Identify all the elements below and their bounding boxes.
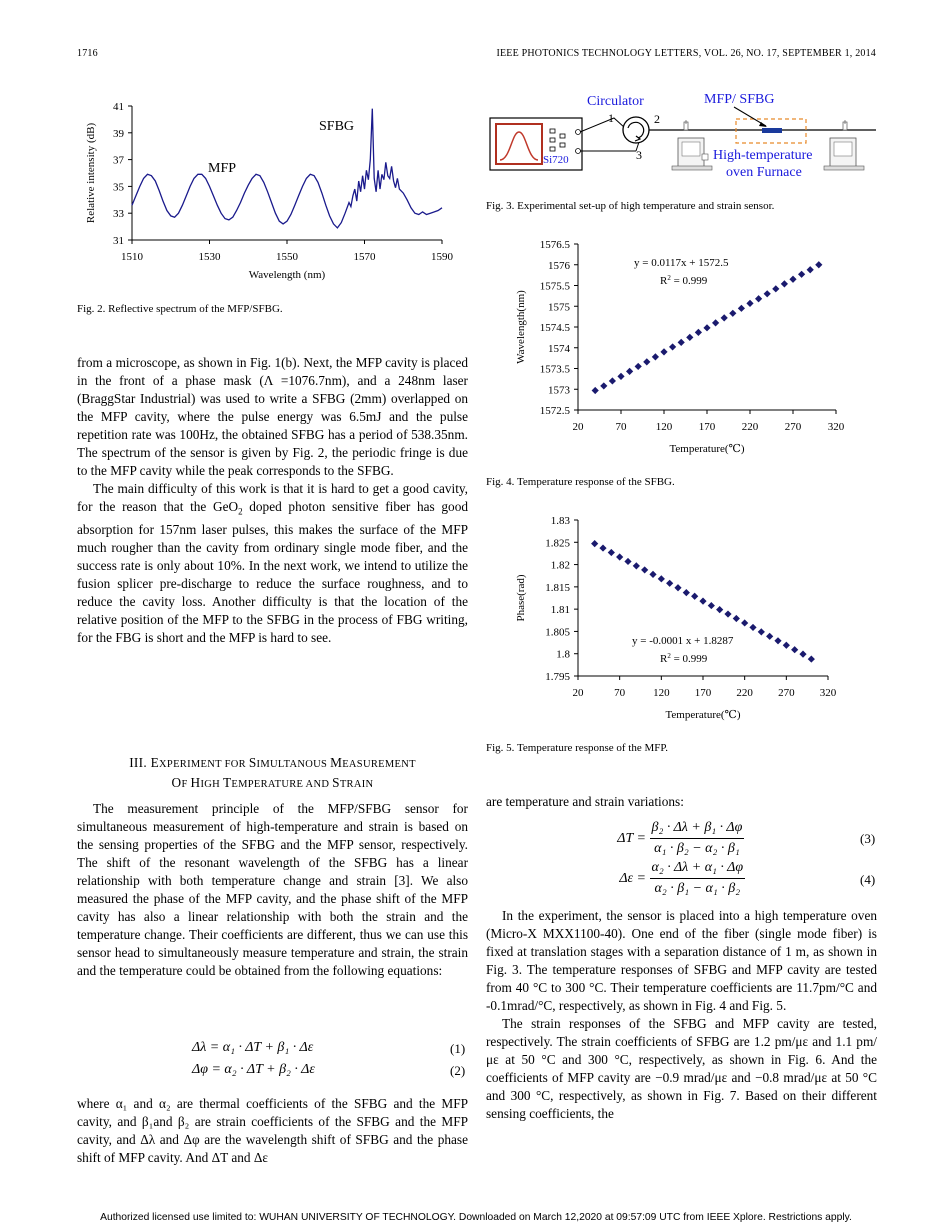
fig4-point [695, 329, 702, 336]
fig4-caption: Fig. 4. Temperature response of the SFBG. [486, 476, 675, 488]
fig2-xtick-label: 1510 [121, 251, 143, 263]
fig5-point [774, 637, 781, 644]
port-2-label: 2 [654, 112, 660, 126]
fig5-point [691, 593, 698, 600]
fig5-ytick-label: 1.82 [550, 559, 570, 572]
fig4-chart [500, 232, 860, 464]
fig4-xtick-label: 20 [572, 421, 584, 433]
fig4-xtick-label: 320 [827, 421, 845, 433]
fig4-ytick-label: 1573.5 [539, 363, 570, 376]
fig2-xtick-label: 1530 [198, 251, 221, 263]
fig5-xtick-label: 220 [736, 687, 753, 699]
translation-stage-left [672, 120, 712, 170]
fig4-point [772, 285, 779, 292]
eq3-lhs: ΔT = [617, 830, 646, 846]
fig5-point [649, 571, 656, 578]
fig2-xtick-label: 1570 [353, 251, 376, 263]
fig4-ytick-label: 1573 [548, 384, 570, 397]
eq4-lhs: Δε = [619, 870, 646, 886]
fig4-ytick-label: 1574.5 [539, 322, 570, 334]
paragraph-3-wrap [77, 800, 468, 980]
fig4-point [617, 373, 624, 380]
fig5-point [766, 633, 773, 640]
fig2-series-line [132, 109, 442, 228]
fig4-point [755, 295, 762, 302]
fig5-point [724, 610, 731, 617]
fig5-point [799, 651, 806, 658]
paragraph-4-wrap [77, 1095, 468, 1167]
fig4-point [781, 280, 788, 287]
eq3-numerator: β₂ · Δλ + β₁ · Δφ [650, 820, 745, 839]
fig5-point [674, 584, 681, 591]
fig4-ytick-label: 1576 [548, 259, 570, 272]
fig4-point [609, 377, 616, 384]
fig5-ylabel: Phase(rad) [515, 574, 527, 622]
right-intro: are temperature and strain variations: [486, 794, 684, 809]
fig5-point [658, 575, 665, 582]
fig4-r2: $R^2 = 0.999$ [660, 274, 708, 287]
fig4-point [703, 324, 710, 331]
fig5-point [683, 589, 690, 596]
fig4-point [686, 334, 693, 341]
si720-label: Si720 [543, 154, 569, 166]
p2-text-b: doped photon sensitive fiber has good absorption for 157nm laser pulses, this makes the surface of the MFP much rougher than the cavity from ordinary single mode fiber, and the success rate is only about 10%. In the next work, we intend to utilize the fusion splicer pre-discharge to reduce the surface roughness, and to reduce the cavity loss. Another difficulty is that the location of the relative position of the MFP to the SFBG in the process of FBG writing, for the FBG is short and the MFP is hard to see. [77, 499, 468, 645]
paragraph-2 [77, 480, 468, 647]
fig5-ytick-label: 1.83 [550, 515, 570, 527]
oven-label-1: High-temperature [713, 148, 813, 163]
fig2-xlabel: Wavelength (nm) [248, 269, 326, 281]
fig4-point [789, 276, 796, 283]
fig5-point [808, 655, 815, 662]
fig5-r2: $R^2 = 0.999$ [660, 652, 708, 665]
fig4-xlabel: Temperature(℃) [669, 443, 745, 455]
fig5-point [641, 566, 648, 573]
fig5-point [783, 642, 790, 649]
fig5-point [591, 540, 598, 547]
paragraph-6: The strain responses of the SFBG and MFP cavity are tested, respectively. The strain coefficients of SFBG are 1.2 pm/με and 1.1 pm/με at 50 °C and 300 °C, respectively, as shown in Fig. 6. And the coefficients of MFP cavity are −0.9 mrad/με and −0.8 mrad/με at 50 °C and 300 °C, respectively, as shown in Fig. 7. Based on their different sensing coefficients, the [486, 1016, 877, 1121]
fig2-xtick-label: 1590 [431, 251, 453, 263]
fig2-caption: Fig. 2. Reflective spectrum of the MFP/SFBG. [77, 303, 283, 315]
section-heading [77, 754, 468, 794]
equation-3-number: (3) [860, 831, 876, 846]
paragraph-1: from a microscope, as shown in Fig. 1(b). Next, the MFP cavity is placed in the front of a phase mask (Λ =1076.7nm), and a 248nm laser (BraggStar Industrial) was used to write a SFBG (2mm) overlapped on the MFP cavity, where the pulse energy was 6.5mJ and the pulse repetition rate was 100Hz, the obtained SFBG has a period of 538.35nm. The spectrum of the sensor is given by Fig. 2, the periodic fringe is due to the MFP cavity while the peak corresponds to the SFBG. [77, 355, 468, 478]
fig4-ytick-label: 1575 [548, 301, 570, 314]
fig2-label-sfbg: SFBG [319, 119, 355, 134]
fig4-xtick-label: 70 [615, 421, 627, 433]
fig5-xtick-label: 320 [819, 687, 837, 699]
fig4-point [729, 310, 736, 317]
fig2-xtick-label: 1550 [276, 251, 298, 263]
p2-sub: 2 [238, 506, 243, 517]
equation-3 [602, 820, 744, 857]
fig5-point [616, 553, 623, 560]
fig4-point [764, 290, 771, 297]
fig5-xtick-label: 170 [694, 687, 712, 699]
fig5-chart [500, 508, 860, 728]
right-column-bottom [486, 907, 877, 1123]
mfp-sfbg-label: MFP/ SFBG [704, 92, 775, 107]
fig4-ylabel: Wavelength(nm) [515, 290, 527, 364]
paragraph-5: In the experiment, the sensor is placed into a high temperature oven (Micro-X MXX1100-40). One end of the fiber (single mode fiber) is fixed at translation stages with a separation distance of 1 m, as shown in Fig. 3. The temperature responses of SFBG and MFP cavity are tested from 40 °C to 300 °C. Their temperature coefficients are 11.7pm/°C and -0.1mrad/°C, respectively, as shown in Fig. 4 and Fig. 5. [486, 908, 877, 1013]
circulator-icon [623, 117, 649, 143]
fig4-point [746, 300, 753, 307]
footer-license: Authorized licensed use limited to: WUHAN UNIVERSITY OF TECHNOLOGY. Downloaded on March 12,2020 at 09:57:09 UTC from IEEE Xplore. Restrictions apply. [100, 1212, 852, 1223]
fig4-ytick-label: 1574 [548, 342, 570, 355]
fig2-ytick-label: 41 [113, 101, 124, 113]
fig2-ylabel: Relative intensity (dB) [85, 122, 97, 224]
mfp-sfbg-sensor [762, 128, 782, 133]
equation-2-number: (2) [450, 1063, 466, 1078]
fig4-point [592, 387, 599, 394]
equation-4 [602, 860, 745, 897]
fig4-point [678, 339, 685, 346]
fig5-ytick-label: 1.825 [545, 537, 570, 550]
equation-4-number: (4) [860, 872, 876, 887]
right-intro-wrap [486, 793, 877, 811]
section-heading-line2: OF HIGH TEMPERATURE AND STRAIN [171, 775, 374, 790]
fig5-point [699, 598, 706, 605]
fig4-xtick-label: 220 [741, 421, 759, 433]
fig5-point [741, 619, 748, 626]
fig5-ytick-label: 1.81 [550, 604, 570, 617]
fig5-point [666, 580, 673, 587]
fig5-ytick-label: 1.795 [545, 671, 570, 683]
fig4-fit-eq: y = 0.0117x + 1572.5 [634, 257, 729, 269]
fig4-point [738, 305, 745, 312]
oven-label-2: oven Furnace [726, 165, 802, 180]
fig2-ytick-label: 33 [113, 208, 124, 221]
fig4-point [635, 363, 642, 370]
fig4-xtick-label: 170 [698, 421, 716, 433]
eq4-denominator: α₂ · β₁ − α₁ · β₂ [654, 881, 741, 896]
eq4-numerator: α₂ · Δλ + α₁ · Δφ [650, 860, 746, 879]
fig4-xtick-label: 120 [655, 421, 673, 433]
fig4-point [815, 261, 822, 268]
fig4-ytick-label: 1572.5 [539, 405, 570, 417]
fig5-point [708, 602, 715, 609]
fig5-fit-eq: y = -0.0001 x + 1.8287 [632, 635, 734, 647]
translation-stage-right [824, 120, 864, 170]
fig5-ytick-label: 1.815 [545, 581, 570, 594]
si720-screen [496, 124, 542, 164]
fig5-point [608, 549, 615, 556]
paragraph-3: The measurement principle of the MFP/SFBG sensor for simultaneous measurement of high-temperature and strain is based on the sensing properties of the SFBG and the MFP sensor, respectively. The shift of the resonant wavelength of the SFBG has a linear relationship with both temperature change and strain [3]. We also measured the phase of the MFP cavity, and the phase shift of the MFP cavity has also a linear relationship with both the strain and the temperature change. Their coefficients are different, thus we can use this sensor head to simultaneously measure temperature and strain, the strain and the temperature could be obtained from the following equations: [77, 801, 468, 978]
port-1-label: 1 [608, 111, 614, 125]
circulator-label: Circulator [587, 94, 644, 109]
fig5-xtick-label: 70 [614, 687, 626, 699]
fig5-xtick-label: 20 [572, 687, 584, 699]
p2-text-a: The main difficulty of this work is that it is hard to get a good cavity, for the reason that the GeO [77, 481, 468, 514]
fig5-point [716, 606, 723, 613]
fig5-point [599, 544, 606, 551]
fig4-point [660, 348, 667, 355]
fig3-caption: Fig. 3. Experimental set-up of high temperature and strain sensor. [486, 200, 775, 212]
fig2-chart [76, 92, 472, 292]
fig5-point [633, 562, 640, 569]
fig4-point [600, 382, 607, 389]
fig5-point [749, 624, 756, 631]
fig5-xtick-label: 270 [778, 687, 795, 699]
fig4-point [669, 343, 676, 350]
fig4-point [643, 358, 650, 365]
fig3-setup-diagram [486, 88, 878, 184]
fig4-ytick-label: 1576.5 [539, 239, 570, 251]
fig5-point [791, 646, 798, 653]
fig5-ytick-label: 1.805 [545, 626, 570, 639]
fig2-ytick-label: 39 [113, 127, 124, 140]
fig4-point [798, 271, 805, 278]
section-heading-line1: III. EXPERIMENT FOR SIMULTANOUS MEASUREMENT [129, 755, 416, 770]
fig2-ytick-label: 37 [113, 154, 124, 167]
left-column-top [77, 354, 468, 647]
eq3-denominator: α₁ · β₂ − α₂ · β₁ [654, 841, 740, 856]
fig5-point [624, 558, 631, 565]
fig5-xlabel: Temperature(℃) [665, 709, 741, 721]
fig5-ytick-label: 1.8 [556, 648, 570, 661]
equation-2: Δφ = α₂ · ΔT + β₂ · Δε [192, 1062, 315, 1077]
fig2-ytick-label: 35 [113, 181, 124, 194]
port-3-label: 3 [636, 148, 642, 162]
fig2-label-mfp: MFP [208, 161, 237, 176]
equation-1: Δλ = α₁ · ΔT + β₁ · Δε [192, 1040, 314, 1055]
page-number: 1716 [77, 48, 98, 59]
journal-header: IEEE PHOTONICS TECHNOLOGY LETTERS, VOL. 26, NO. 17, SEPTEMBER 1, 2014 [496, 48, 876, 59]
fig4-ytick-label: 1575.5 [539, 280, 570, 293]
fig4-point [721, 314, 728, 321]
fig5-xtick-label: 120 [653, 687, 670, 699]
paragraph-4: where α₁ and α₂ are thermal coefficients of the SFBG and the MFP cavity, and β₁and β₂ are strain coefficients of the SFBG and the MFP cavity, and Δλ and Δφ are the wavelength shift of SFBG and the phase shift of MFP cavity. And ΔT and Δε [77, 1096, 468, 1165]
fig4-point [807, 266, 814, 273]
fig4-xtick-label: 270 [784, 421, 802, 433]
fig4-point [652, 353, 659, 360]
fig5-caption: Fig. 5. Temperature response of the MFP. [486, 742, 669, 754]
fig4-point [626, 368, 633, 375]
fig2-ytick-label: 31 [113, 235, 124, 247]
fig5-point [758, 628, 765, 635]
fig5-point [733, 615, 740, 622]
equation-1-number: (1) [450, 1041, 466, 1056]
fig4-point [712, 319, 719, 326]
